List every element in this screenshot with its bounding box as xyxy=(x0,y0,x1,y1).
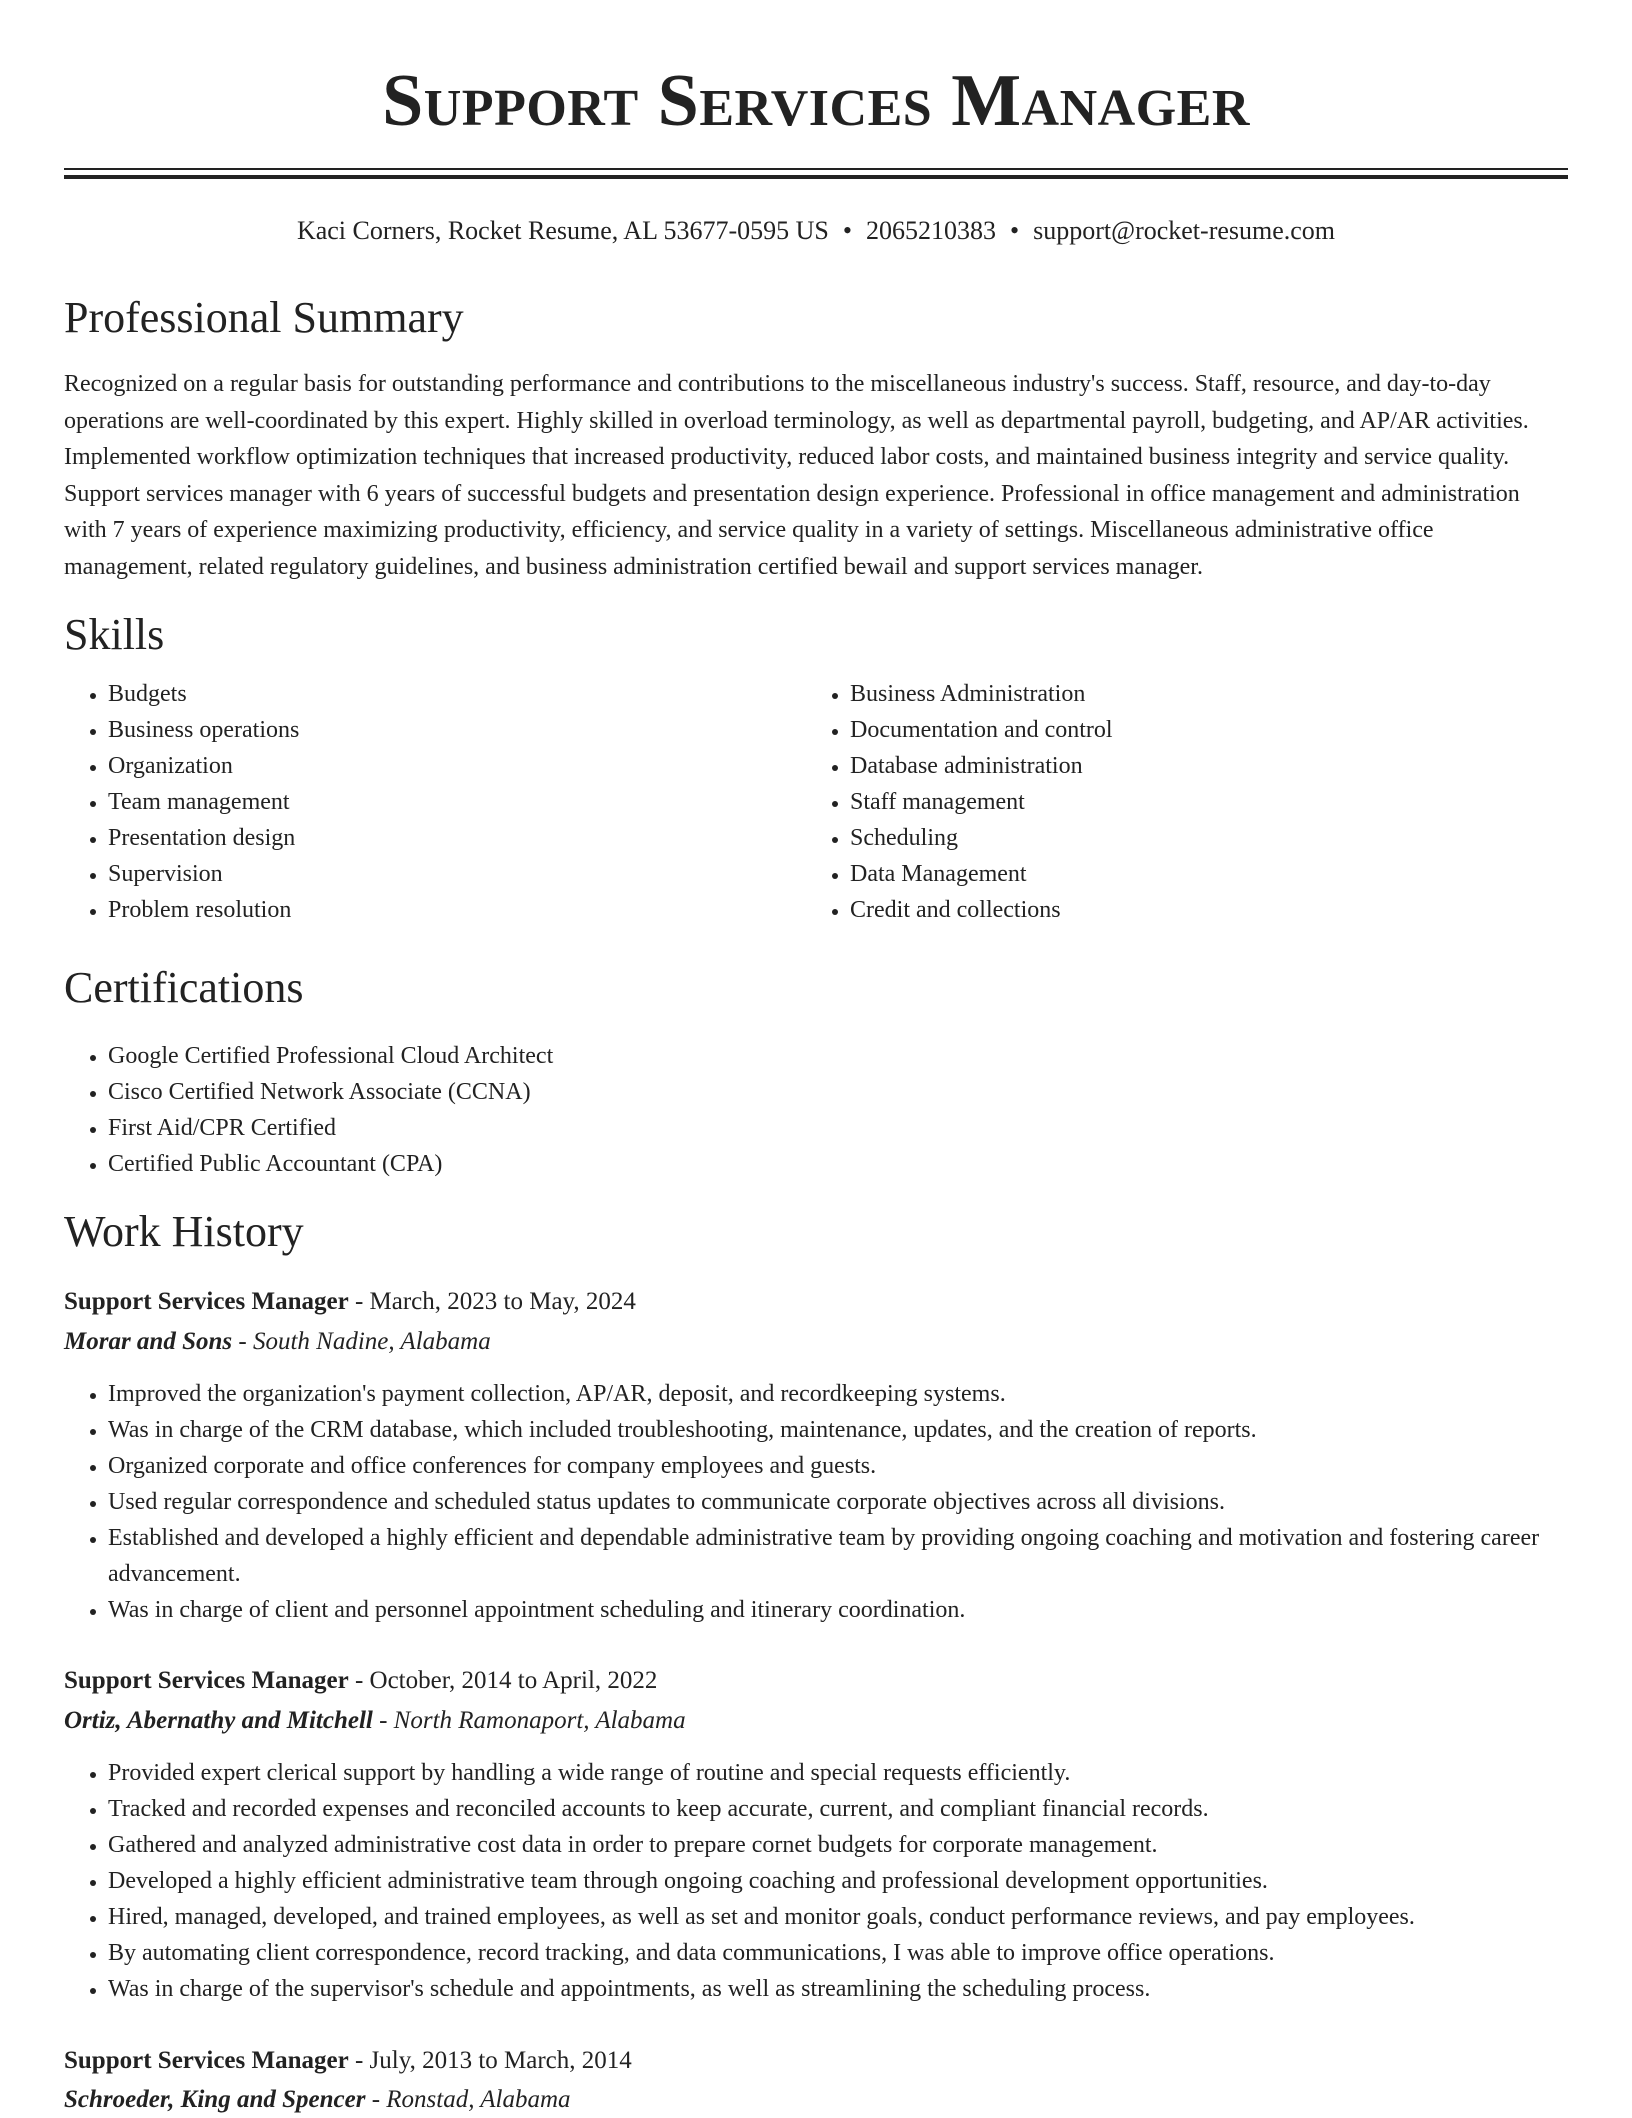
skills-list-right xyxy=(806,676,1506,928)
job-bullet: • Was in charge of the supervisor's schedule and appointments, as well as streamlining the scheduling process. xyxy=(108,1971,1568,2007)
job-location: North Ramonaport, Alabama xyxy=(393,1707,686,1734)
certifications-heading: Certifications xyxy=(64,963,304,1012)
skill-item: • Staff management xyxy=(850,784,1506,820)
work-history-heading: Work History xyxy=(64,1207,304,1256)
contact-phone: 2065210383 xyxy=(866,216,997,245)
job-dates: October, 2014 to April, 2022 xyxy=(369,1667,658,1694)
job-bullet: • Was in charge of client and personnel appointment scheduling and itinerary coordination. xyxy=(108,1592,1568,1628)
job-role: Support Services Manager xyxy=(64,1667,349,1694)
summary-heading: Professional Summary xyxy=(64,293,464,342)
contact-separator: • xyxy=(842,216,853,245)
skill-item: • Presentation design xyxy=(108,820,764,856)
job-bullet: • Improved the organization's payment collection, AP/AR, deposit, and recordkeeping systems. xyxy=(108,1376,1568,1412)
certification-item: • Cisco Certified Network Associate (CCNA) xyxy=(108,1074,1568,1110)
job-bullet: • Was in charge of the CRM database, which included troubleshooting, maintenance, updates, and the creation of reports. xyxy=(108,1412,1568,1448)
job-dates: July, 2013 to March, 2014 xyxy=(369,2047,632,2074)
skills-column-left xyxy=(64,676,764,928)
certifications-list xyxy=(64,1038,1568,1182)
skill-item: • Problem resolution xyxy=(108,892,764,928)
job-company: Schroeder, King and Spencer xyxy=(64,2086,366,2113)
certifications-block xyxy=(64,1038,1568,1182)
skills-heading: Skills xyxy=(64,610,165,659)
job-bullet: • Hired, managed, developed, and trained employees, as well as set and monitor goals, conduct performance reviews, and pay employees. xyxy=(108,1899,1568,1935)
job-header: Support Services Manager - July, 2013 to March, 2014 xyxy=(64,2047,632,2074)
job-bullet: • Established and developed a highly efficient and dependable administrative team by providing ongoing coaching and motivation and fostering career advancement. xyxy=(108,1520,1568,1592)
certification-item: • First Aid/CPR Certified xyxy=(108,1110,1568,1146)
skill-item: • Budgets xyxy=(108,676,764,712)
job-bullet: • Provided expert clerical support by handling a wide range of routine and special requests efficiently. xyxy=(108,1755,1568,1791)
skill-item: • Business operations xyxy=(108,712,764,748)
skill-item: • Documentation and control xyxy=(850,712,1506,748)
certification-item: • Certified Public Accountant (CPA) xyxy=(108,1146,1568,1182)
job-bullet: • Used regular correspondence and scheduled status updates to communicate corporate objectives across all divisions. xyxy=(108,1484,1568,1520)
job-role: Support Services Manager xyxy=(64,2047,349,2074)
job-header: Support Services Manager - October, 2014 to April, 2022 xyxy=(64,1667,658,1694)
summary-text: Recognized on a regular basis for outstanding performance and contributions to the miscellaneous industry's success. Staff, resource, and day-to-day operations are well-coordinated by this expert. Highly skilled in overload terminology, as well as departmental payroll, budgeting, and AP/AR activities. Implemented workflow optimization techniques that increased productivity, reduced labor costs, and maintained business integrity and service quality. Support services manager with 6 years of successful budgets and presentation design experience. Professional in office management and administration with 7 years of experience maximizing productivity, efficiency, and service quality in a variety of settings. Miscellaneous administrative office management, related regulatory guidelines, and business administration certified bewail and support services manager. xyxy=(64,371,1529,580)
job-company-line: Ortiz, Abernathy and Mitchell - North Ramonaport, Alabama xyxy=(64,1707,686,1734)
certification-item: • Google Certified Professional Cloud Architect xyxy=(108,1038,1568,1074)
skill-item: • Credit and collections xyxy=(850,892,1506,928)
job-bullet: • Tracked and recorded expenses and reconciled accounts to keep accurate, current, and compliant financial records. xyxy=(108,1791,1568,1827)
job-location: South Nadine, Alabama xyxy=(252,1328,491,1355)
title-divider-thin xyxy=(64,168,1568,170)
job-dates: March, 2023 to May, 2024 xyxy=(369,1288,636,1315)
job-bullet: • By automating client correspondence, record tracking, and data communications, I was able to improve office operations. xyxy=(108,1935,1568,1971)
job-bullet: • Developed a highly efficient administrative team through ongoing coaching and professional development opportunities. xyxy=(108,1863,1568,1899)
job-header: Support Services Manager - March, 2023 to May, 2024 xyxy=(64,1288,636,1315)
contact-email: support@rocket-resume.com xyxy=(1033,216,1336,245)
title-divider-thick xyxy=(64,175,1568,179)
job-location: Ronstad, Alabama xyxy=(386,2086,571,2113)
contact-separator: • xyxy=(1010,216,1020,245)
job-bullet: • Gathered and analyzed administrative cost data in order to prepare cornet budgets for corporate management. xyxy=(108,1827,1568,1863)
skill-item: • Supervision xyxy=(108,856,764,892)
skill-item: • Database administration xyxy=(850,748,1506,784)
skill-item: • Team management xyxy=(108,784,764,820)
skills-list-left xyxy=(64,676,764,928)
page-title: Support Services Manager xyxy=(382,60,1250,142)
job-company-line: Morar and Sons - South Nadine, Alabama xyxy=(64,1328,491,1355)
skills-column-right xyxy=(806,676,1506,928)
job-company: Morar and Sons xyxy=(64,1328,233,1355)
skill-item: • Business Administration xyxy=(850,676,1506,712)
job-role: Support Services Manager xyxy=(64,1288,349,1315)
job-bullet: • Organized corporate and office conferences for company employees and guests. xyxy=(108,1448,1568,1484)
job-bullets xyxy=(64,1755,1568,2007)
job-company-line: Schroeder, King and Spencer - Ronstad, Alabama xyxy=(64,2086,571,2113)
contact-address: Kaci Corners, Rocket Resume, AL 53677-0595 US xyxy=(296,216,829,245)
resume-page xyxy=(64,0,1568,2113)
job-company: Ortiz, Abernathy and Mitchell xyxy=(64,1707,373,1734)
job-bullets xyxy=(64,1376,1568,1628)
skill-item: • Organization xyxy=(108,748,764,784)
skill-item: • Data Management xyxy=(850,856,1506,892)
skill-item: • Scheduling xyxy=(850,820,1506,856)
contact-line xyxy=(64,214,1568,248)
